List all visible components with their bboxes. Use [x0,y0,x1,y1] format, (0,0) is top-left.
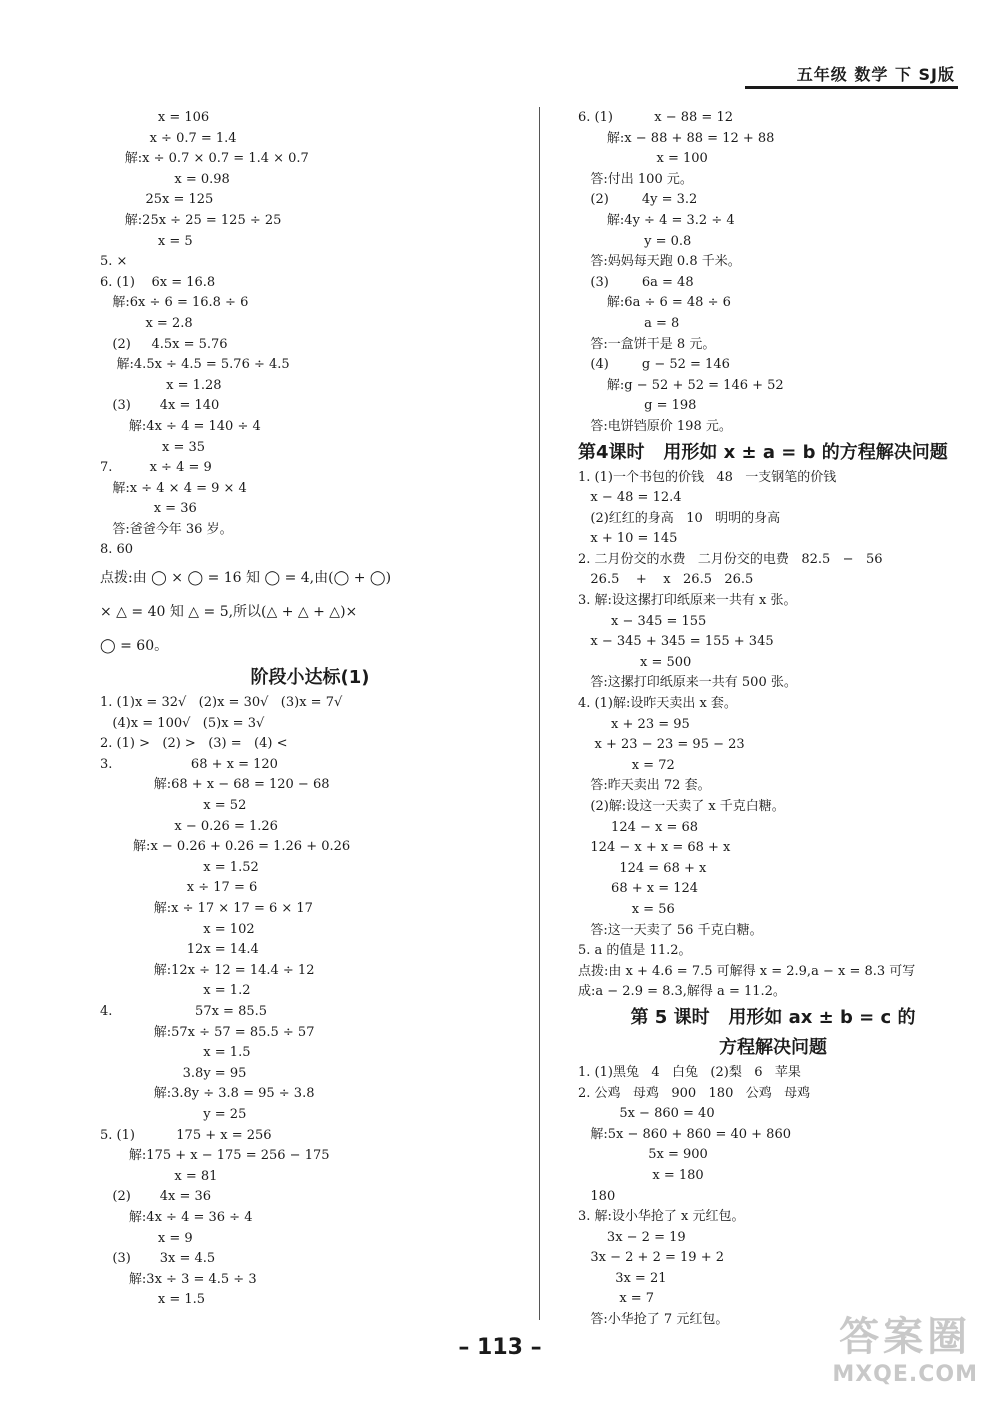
watermark-site: MXQE.COM [832,1362,978,1387]
text-line: 答:爸爸今年 36 岁。 [100,521,233,537]
text-line: x = 102 [100,921,255,937]
text-line: 3.8y = 95 [100,1065,247,1081]
text-line: 1. (1)x = 32√ (2)x = 30√ (3)x = 7√ [100,695,343,711]
text-line: x = 5 [100,233,193,249]
text-line: 8. 60 [100,542,134,558]
text-line: x + 23 = 95 [578,716,690,732]
text-line: 答:小华抢了 7 元红包。 [578,1312,729,1328]
text-line: x = 100 [578,151,708,167]
text-line: x = 1.5 [100,1292,206,1308]
text-line: 解:57x ÷ 57 = 85.5 ÷ 57 [100,1024,315,1040]
text-line: x + 10 = 145 [578,531,678,547]
text-line: (3) 6a = 48 [578,274,694,290]
text-line: 1. (1)一个书包的价钱 48 一支钢笔的价钱 [578,469,837,485]
text-line: 3x − 2 = 19 [578,1229,686,1245]
text-line: x = 36 [100,501,197,517]
text-line: x = 81 [100,1168,218,1184]
header-rule [745,86,958,89]
text-line: ◯ = 60。 [100,638,169,655]
text-line: 解:3x ÷ 3 = 4.5 ÷ 3 [100,1271,257,1287]
text-line: 5. (1) 175 + x = 256 [100,1127,272,1143]
text-line: x = 180 [578,1167,704,1183]
text-line: 2. 公鸡 母鸡 900 180 公鸡 母鸡 [578,1085,811,1101]
text-line: 点拨:由 x + 4.6 = 7.5 可解得 x = 2.9,a − x = 8.3 可写 [578,963,916,979]
text-line: (3) 4x = 140 [100,398,220,414]
column-divider [539,107,540,1320]
page-number: – 113 – [458,1335,542,1360]
text-line: (2) 4y = 3.2 [578,192,698,208]
text-line: g = 198 [578,398,697,414]
text-line: x ÷ 17 = 6 [100,880,258,896]
text-line: 26.5 + x 26.5 26.5 [578,572,754,588]
text-line: x = 7 [578,1291,655,1307]
text-line: y = 0.8 [578,233,692,249]
text-line: 5x = 900 [578,1147,708,1163]
text-line: 解:6x ÷ 6 = 16.8 ÷ 6 [100,295,249,311]
text-line: × △ = 40 知 △ = 5,所以(△ + △ + △)× [100,604,358,621]
text-line: (4)x = 100√ (5)x = 3√ [100,715,265,731]
text-line: (3) 3x = 4.5 [100,1251,216,1267]
text-line: 25x = 125 [100,192,214,208]
text-line: x ÷ 0.7 = 1.4 [100,130,237,146]
text-line: 答:这摞打印纸原来一共有 500 张。 [578,675,797,691]
text-line: x = 2.8 [100,315,193,331]
text-line: x = 0.98 [100,171,230,187]
text-line: 2. (1) > (2) > (3) = (4) < [100,736,288,752]
text-line: 3x − 2 + 2 = 19 + 2 [578,1250,724,1266]
section-heading: 阶段小达标(1) [250,667,370,689]
text-line: 解:3.8y ÷ 3.8 = 95 ÷ 3.8 [100,1086,315,1102]
text-line: y = 25 [100,1106,247,1122]
text-line: 解:175 + x − 175 = 256 − 175 [100,1148,330,1164]
text-line: x = 72 [578,757,675,773]
text-line: x = 1.2 [100,983,251,999]
text-line: 5. × [100,254,128,270]
text-line: 1. (1)黑兔 4 白兔 (2)梨 6 苹果 [578,1064,801,1080]
watermark [832,1305,978,1387]
text-line: 解:6a ÷ 6 = 48 ÷ 6 [578,295,731,311]
text-line: x − 345 = 155 [578,613,707,629]
text-line: 解:x − 88 + 88 = 12 + 88 [578,130,775,146]
text-line: x = 52 [100,798,247,814]
text-line: 180 [578,1188,616,1204]
text-line: x = 9 [100,1230,193,1246]
text-line: 3. 解:设这摞打印纸原来一共有 x 张。 [578,593,797,609]
text-line: 4. (1)解:设昨天卖出 x 套。 [578,696,737,712]
text-line: x + 23 − 23 = 95 − 23 [578,737,745,753]
text-line: 解:4x ÷ 4 = 140 ÷ 4 [100,418,261,434]
text-line: 解:x − 0.26 + 0.26 = 1.26 + 0.26 [100,839,351,855]
text-line: (2)解:设这一天卖了 x 千克白糖。 [578,799,785,814]
text-line: a = 8 [578,315,680,331]
text-line: 124 − x = 68 [578,819,699,835]
text-line: 3x = 21 [578,1270,667,1286]
text-line: 答:电饼铛原价 198 元。 [578,418,732,434]
text-line: (2) 4.5x = 5.76 [100,336,228,352]
section-heading: 方程解决问题 [719,1036,827,1058]
text-line: x = 500 [578,654,692,670]
text-line: 解:25x ÷ 25 = 125 ÷ 25 [100,212,282,228]
text-line: (2)红红的身高 10 明明的身高 [578,510,781,526]
watermark-logo: 答案圈 [839,1314,972,1360]
text-line: 解:4x ÷ 4 = 36 ÷ 4 [100,1209,253,1225]
text-line: x − 0.26 = 1.26 [100,818,278,834]
text-line: 解:4y ÷ 4 = 3.2 ÷ 4 [578,212,735,228]
text-line: x = 1.52 [100,859,259,875]
text-line: 解:5x − 860 + 860 = 40 + 860 [578,1126,791,1142]
text-line: 解:g − 52 + 52 = 146 + 52 [578,377,784,393]
text-line: 5. a 的值是 11.2。 [578,943,692,959]
text-line: 6. (1) x − 88 = 12 [578,110,734,125]
text-line: 答:昨天卖出 72 套。 [578,778,711,794]
text-line: 点拨:由 ◯ × ◯ = 16 知 ◯ = 4,由(◯ + ◯) [100,570,392,587]
text-line: 68 + x = 124 [578,881,699,897]
text-line: 124 − x + x = 68 + x [578,840,731,856]
text-line: 成:a − 2.9 = 8.3,解得 a = 11.2。 [578,984,786,1000]
text-line: 解:68 + x − 68 = 120 − 68 [100,777,330,793]
text-line: 124 = 68 + x [578,860,707,876]
text-line: 解:x ÷ 17 × 17 = 6 × 17 [100,901,313,916]
text-line: 答:付出 100 元。 [578,171,693,187]
text-line: x = 106 [100,110,210,125]
section-heading: 第4课时 用形如 x ± a = b 的方程解决问题 [578,441,948,463]
text-line: 解:4.5x ÷ 4.5 = 5.76 ÷ 4.5 [100,357,290,373]
text-line: 解:x ÷ 4 × 4 = 9 × 4 [100,480,247,496]
text-line: 解:12x ÷ 12 = 14.4 ÷ 12 [100,962,315,978]
text-line: 4. 57x = 85.5 [100,1003,268,1019]
text-line: 答:妈妈每天跑 0.8 千米。 [578,254,741,270]
text-line: (2) 4x = 36 [100,1189,212,1205]
text-line: 解:x ÷ 0.7 × 0.7 = 1.4 × 0.7 [100,151,309,167]
left-column [100,108,520,1311]
text-line: x − 345 + 345 = 155 + 345 [578,634,774,650]
right-column [578,108,968,1331]
text-line: 5x − 860 = 40 [578,1106,715,1122]
text-line: x = 35 [100,439,206,455]
text-line: x = 1.28 [100,377,222,393]
text-line: (4) g − 52 = 146 [578,357,730,373]
text-line: 12x = 14.4 [100,942,259,958]
text-line: 7. x ÷ 4 = 9 [100,460,212,476]
text-line: x = 1.5 [100,1045,251,1061]
text-line: x = 56 [578,901,675,917]
text-line: 3. 68 + x = 120 [100,756,278,772]
text-line: 答:一盒饼干是 8 元。 [578,336,716,352]
page-header: 五年级 数学 下 SJ版 [796,65,955,84]
text-line: 6. (1) 6x = 16.8 [100,274,216,290]
text-line: x − 48 = 12.4 [578,490,682,506]
text-line: 答:这一天卖了 56 千克白糖。 [578,922,763,938]
text-line: 3. 解:设小华抢了 x 元红包。 [578,1209,745,1225]
section-heading: 第 5 课时 用形如 ax ± b = c 的 [630,1006,916,1028]
text-line: 2. 二月份交的水费 二月份交的电费 82.5 − 56 [578,551,883,567]
